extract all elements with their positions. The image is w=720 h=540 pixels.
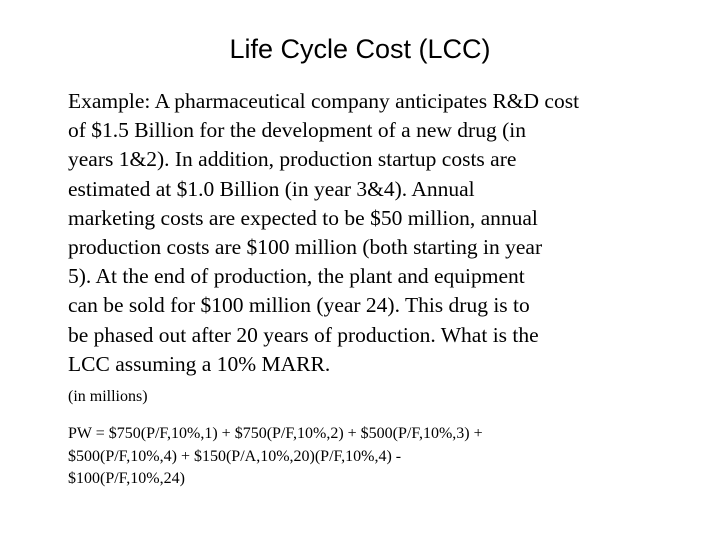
example-paragraph <box>68 87 668 379</box>
pw-formula <box>68 423 628 491</box>
formula-line: $100(P/F,10%,24) <box>68 470 185 487</box>
units-note: (in millions) <box>68 388 148 405</box>
example-line: Example: A pharmaceutical company anticipates R&D cost <box>68 89 580 113</box>
example-line: 5). At the end of production, the plant and equipment <box>68 264 525 289</box>
formula-line: PW = $750(P/F,10%,1) + $750(P/F,10%,2) + $500(P/F,10%,3) + <box>68 425 483 442</box>
formula-line: $500(P/F,10%,4) + $150(P/A,10%,20)(P/F,10%,4) - <box>68 447 402 465</box>
slide-title: Life Cycle Cost (LCC) <box>229 34 491 64</box>
example-line: can be sold for $100 million (year 24). This drug is to <box>68 293 530 318</box>
example-line: be phased out after 20 years of production. What is the <box>68 322 539 347</box>
example-line: LCC assuming a 10% MARR. <box>68 351 331 376</box>
example-line: estimated at $1.0 Billion (in year 3&4). Annual <box>68 176 475 201</box>
example-line: of $1.5 Billion for the development of a new drug (in <box>68 118 526 143</box>
example-line: production costs are $100 million (both starting in year <box>68 235 543 260</box>
example-line: years 1&2). In addition, production startup costs are <box>68 147 517 172</box>
example-line: marketing costs are expected to be $50 million, annual <box>68 205 538 230</box>
